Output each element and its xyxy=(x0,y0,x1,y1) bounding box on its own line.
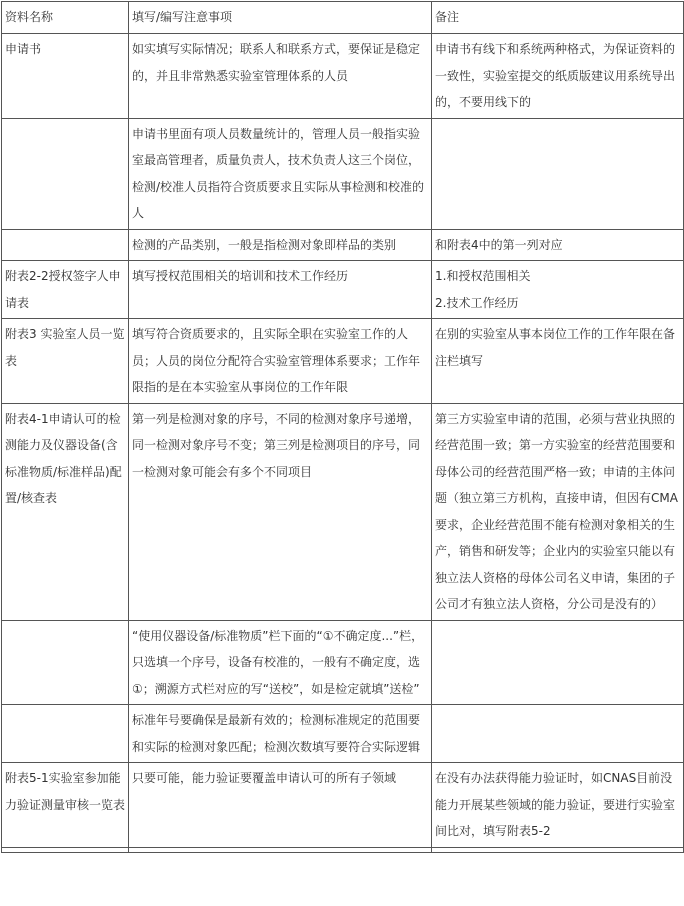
remark-cell: 在没有办法获得能力验证时，如CNAS目前没能力开展某些领域的能力验证，要进行实验室间比对，填写附表5-2 xyxy=(432,763,684,848)
table-header-row xyxy=(2,2,684,34)
fill-notes-cell: 只要可能，能力验证要覆盖申请认可的所有子领域 xyxy=(129,763,432,848)
table-row xyxy=(2,620,684,705)
table-row xyxy=(2,403,684,620)
remark-cell xyxy=(432,847,684,852)
remark-cell: 和附表4中的第一列对应 xyxy=(432,229,684,261)
header-fill-notes: 填写/编写注意事项 xyxy=(129,2,432,34)
remark-cell xyxy=(432,261,684,319)
header-material-name: 资料名称 xyxy=(2,2,129,34)
remark-cell xyxy=(432,705,684,763)
fill-notes-cell xyxy=(129,847,432,852)
table-row xyxy=(2,763,684,848)
material-name-cell xyxy=(2,229,129,261)
material-name-cell xyxy=(2,705,129,763)
material-name-cell: 附表2-2授权签字人申请表 xyxy=(2,261,129,319)
remark-cell: 申请书有线下和系统两种格式，为保证资料的一致性，实验室提交的纸质版建议用系统导出的，不要用线下的 xyxy=(432,34,684,119)
fill-notes-cell: 检测的产品类别，一般是指检测对象即样品的类别 xyxy=(129,229,432,261)
table-row xyxy=(2,705,684,763)
requirements-table xyxy=(1,1,684,853)
remark-line: 2.技术工作经历 xyxy=(435,295,519,310)
fill-notes-cell: 填写符合资质要求的，且实际全职在实验室工作的人员；人员的岗位分配符合实验室管理体系要求；工作年限指的是在本实验室从事岗位的工作年限 xyxy=(129,319,432,404)
table-row xyxy=(2,319,684,404)
remark-cell xyxy=(432,620,684,705)
material-name-cell xyxy=(2,847,129,852)
table-row xyxy=(2,261,684,319)
remark-cell xyxy=(432,118,684,229)
fill-notes-cell: 申请书里面有项人员数量统计的，管理人员一般指实验室最高管理者，质量负责人，技术负责人这三个岗位，检测/校准人员指符合资质要求且实际从事检测和校准的人 xyxy=(129,118,432,229)
material-name-cell: 附表4-1申请认可的检测能力及仪器设备(含标准物质/标准样品)配置/核查表 xyxy=(2,403,129,620)
material-name-cell: 申请书 xyxy=(2,34,129,119)
fill-notes-cell: 填写授权范围相关的培训和技术工作经历 xyxy=(129,261,432,319)
remark-cell: 在别的实验室从事本岗位工作的工作年限在备注栏填写 xyxy=(432,319,684,404)
material-name-cell: 附表3 实验室人员一览表 xyxy=(2,319,129,404)
fill-notes-cell: 第一列是检测对象的序号，不同的检测对象序号递增，同一检测对象序号不变；第三列是检测项目的序号，同一检测对象可能会有多个不同项目 xyxy=(129,403,432,620)
table-row xyxy=(2,34,684,119)
fill-notes-cell: 标准年号要确保是最新有效的；检测标准规定的范围要和实际的检测对象匹配；检测次数填写要符合实际逻辑 xyxy=(129,705,432,763)
material-name-cell: 附表5-1实验室参加能力验证测量审核一览表 xyxy=(2,763,129,848)
material-name-cell xyxy=(2,620,129,705)
remark-line: 1.和授权范围相关 xyxy=(435,269,531,283)
table-row xyxy=(2,118,684,229)
fill-notes-cell: 如实填写实际情况；联系人和联系方式，要保证是稳定的，并且非常熟悉实验室管理体系的人员 xyxy=(129,34,432,119)
material-name-cell xyxy=(2,118,129,229)
header-remarks: 备注 xyxy=(432,2,684,34)
table-row xyxy=(2,229,684,261)
fill-notes-cell: “使用仪器设备/标准物质”栏下面的“①不确定度...”栏，只选填一个序号，设备有校准的，一般有不确定度，选①；溯源方式栏对应的写“送校”，如是检定就填”送检” xyxy=(129,620,432,705)
remark-cell: 第三方实验室申请的范围，必须与营业执照的经营范围一致；第一方实验室的经营范围要和母体公司的经营范围严格一致；申请的主体问题（独立第三方机构，直接申请，但因有CMA要求，企业经营范围不能有检测对象相关的生产，销售和研发等；企业内的实验室只能以有独立法人资格的母体公司名义申请，集团的子公司才有独立法人资格，分公司是没有的） xyxy=(432,403,684,620)
table-row-cut-off xyxy=(2,847,684,852)
